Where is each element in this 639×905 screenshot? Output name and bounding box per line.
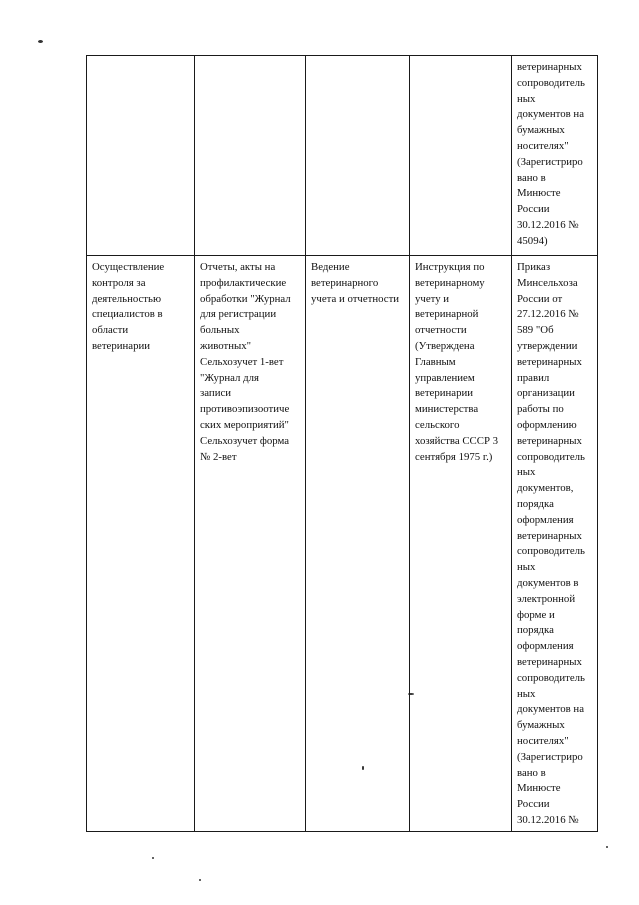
scan-speck — [38, 40, 43, 43]
table-row — [87, 56, 598, 256]
scan-speck — [199, 879, 201, 881]
table-cell-order: ветеринарных сопроводитель ных документов на бумажных носителях" (Зарегистриро вано в Минюсте России 30.12.2016 № 45094) — [512, 56, 598, 256]
table-cell-documents — [195, 56, 306, 256]
table-cell-order: Приказ Минсельхоза России от 27.12.2016 № 589 "Об утверждении ветеринарных правил организации работы по оформлению ветеринарных сопроводитель ных документов, порядка оформления ветеринарных сопроводитель ных документов в электронной форме и порядка оформления ветеринарных сопроводитель ных документов на бумажных носителях" (Зарегистриро вано в Минюсте России 30.12.2016 № — [512, 256, 598, 832]
table-cell-instruction — [410, 56, 512, 256]
table-cell-instruction: Инструкция по ветеринарному учету и ветеринарной отчетности (Утверждена Главным управлением ветеринарии министерства сельского хозяйства СССР 3 сентября 1975 г.) — [410, 256, 512, 832]
table-cell-function — [87, 56, 195, 256]
table-cell-activity — [306, 56, 410, 256]
regulation-table — [86, 55, 598, 832]
scan-speck — [152, 857, 154, 859]
table-cell-documents: Отчеты, акты на профилактические обработки "Журнал для регистрации больных животных" Сельхозучет 1-вет "Журнал для записи противоэпизоотиче ских мероприятий" Сельхозучет форма № 2-вет — [195, 256, 306, 832]
table-row — [87, 256, 598, 832]
scan-speck — [606, 846, 608, 848]
table-cell-activity: Ведение ветеринарного учета и отчетности — [306, 256, 410, 832]
table-cell-function: Осуществление контроля за деятельностью специалистов в области ветеринарии — [87, 256, 195, 832]
